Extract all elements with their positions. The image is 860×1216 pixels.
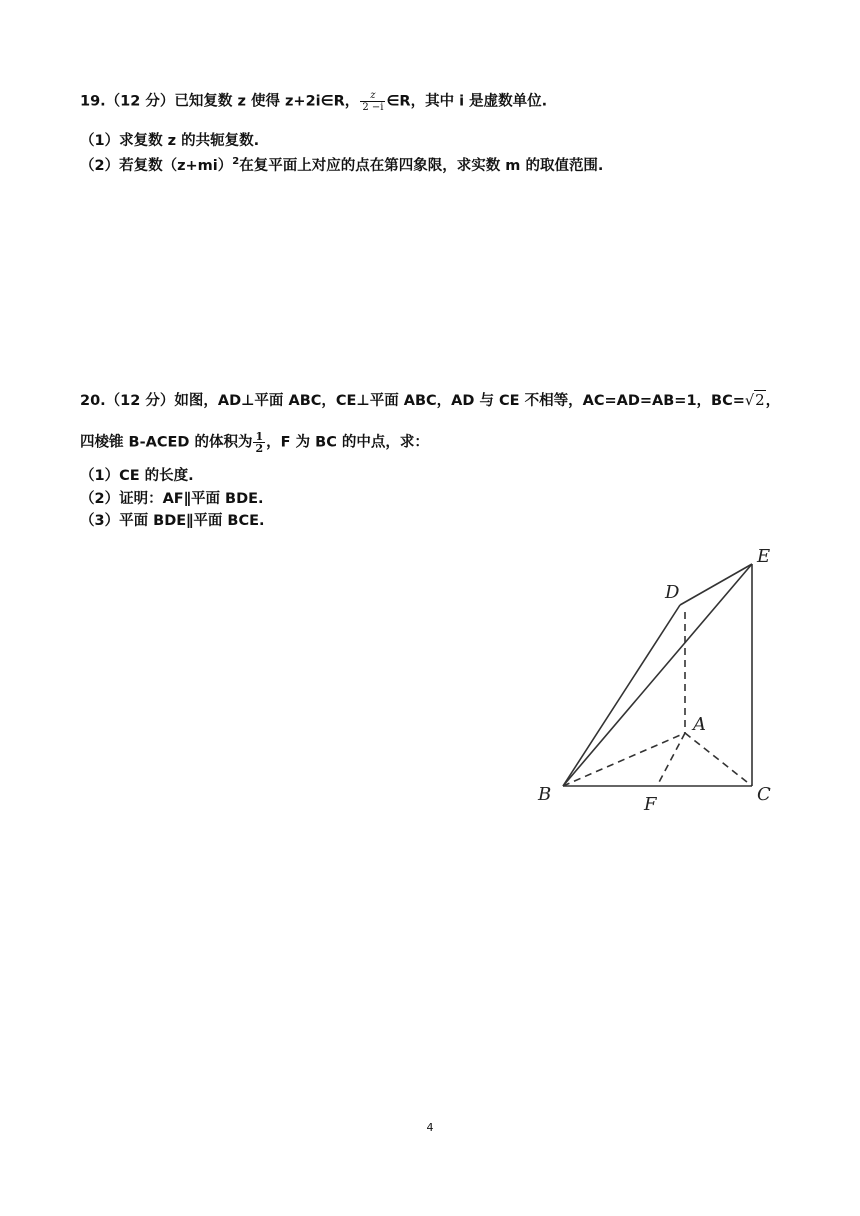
q20-part1: （1）CE 的长度. [80,468,194,484]
label-F: F [644,794,657,815]
q19-fraction [360,90,385,113]
q19-stem [80,90,547,113]
pyramid-figure [530,540,790,830]
label-E: E [757,546,771,567]
edge-DE [680,564,752,605]
q20-volume-fraction [253,431,265,454]
q20-part2: （2）证明：AF∥平面 BDE. [80,491,264,507]
q20-volume-numerator: 1 [255,430,264,443]
label-D: D [665,582,680,603]
q20-volume-denominator: 2 [255,442,264,455]
q20-sqrt-radicand: 2 [755,391,765,409]
page-number: 4 [426,1121,434,1134]
q20-line2-suffix: ，F 为 BC 的中点，求： [266,434,429,451]
q20-line2-prefix: 四棱锥 B-ACED 的体积为 [80,434,253,451]
edge-BD [563,605,680,786]
q20-stem-line2 [80,431,429,454]
edge-BA [563,733,685,786]
q20-sqrt: √2 [744,391,765,409]
q20-part3: （3）平面 BDE∥平面 BCE. [80,513,265,529]
q20-line1-suffix: ， [765,393,781,409]
q19-prefix: 19.（12 分）已知复数 z 使得 z+2i∈R， [80,93,360,110]
label-A: A [693,714,706,735]
q19-part2-superscript: 2 [232,156,240,167]
edge-AC [685,733,752,786]
q19-suffix: ∈R，其中 i 是虚数单位. [386,93,548,110]
q19-fraction-denominator: 2 −i [362,102,384,113]
q20-line1-prefix: 20.（12 分）如图，AD⊥平面 ABC，CE⊥平面 ABC，AD 与 CE 不相等，AC=AD=AB=1，BC= [80,393,745,409]
q20-stem-line1 [80,390,780,411]
q19-part1: （1）求复数 z 的共轭复数. [80,133,260,149]
q19-fraction-numerator: z [370,90,376,101]
label-B: B [538,784,552,805]
q19-part2-b: 在复平面上对应的点在第四象限，求实数 m 的取值范围. [239,157,604,174]
q19-part2-a: （2）若复数（z+mi） [80,157,233,174]
label-C: C [757,784,771,805]
edge-BE [563,564,752,786]
edge-AF [657,733,685,786]
q19-part2 [80,152,603,176]
